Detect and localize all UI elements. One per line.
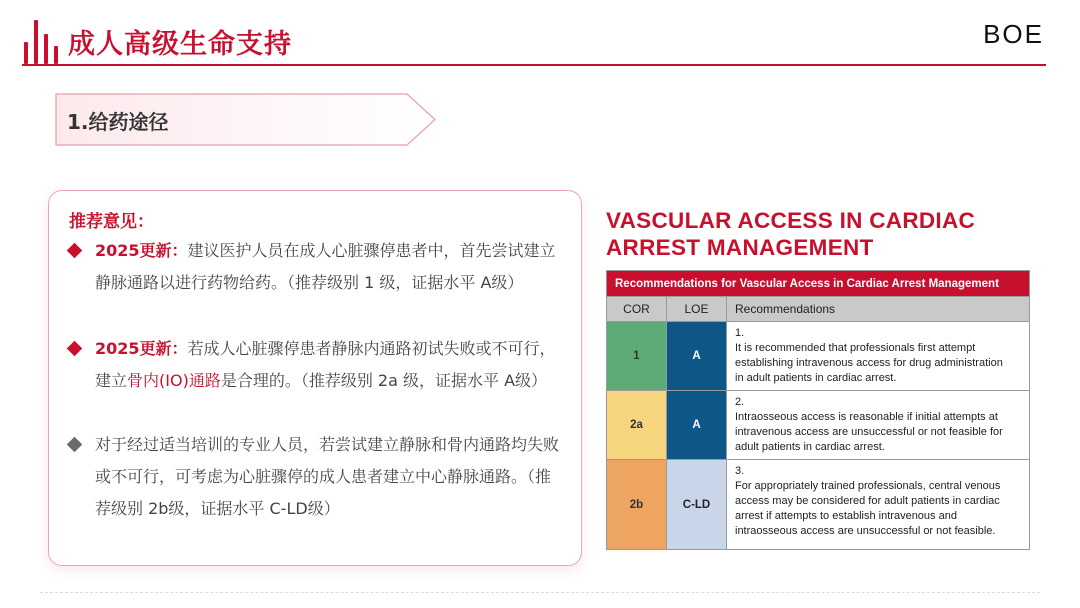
recommendation-text	[69, 235, 559, 299]
recommendation-text	[69, 333, 559, 397]
recommendation-text: 对于经过适当培训的专业人员，若尝试建立静脉和骨内通路均失败或不可行，可考虑为心脏骤停的成人患者建立中心静脉通路。（推荐级别 2b级，证据水平 C-LD级）	[95, 435, 560, 518]
title-bars-icon	[22, 18, 62, 64]
loe-cell: A	[667, 322, 727, 391]
table-row	[607, 391, 1030, 460]
cor-cell: 1	[607, 322, 667, 391]
update-tag: 2025更新：	[95, 241, 188, 260]
section-tag	[55, 93, 437, 146]
recommendation-item	[69, 333, 559, 397]
column-header-cor: COR	[607, 297, 667, 322]
recommendation-card	[48, 190, 582, 566]
footer-divider	[40, 592, 1040, 593]
recommendation-item	[69, 429, 559, 525]
header-divider	[22, 64, 1046, 66]
highlight-io-access: 骨内(IO)通路	[127, 371, 221, 390]
table-title: VASCULAR ACCESS IN CARDIAC ARREST MANAGEMENT	[606, 208, 976, 260]
recommendation-table	[606, 270, 1030, 550]
column-header-recommendations: Recommendations	[727, 297, 1030, 322]
row-number: 1.	[735, 327, 745, 339]
recommendation-cell	[727, 322, 1030, 391]
cor-cell: 2a	[607, 391, 667, 460]
row-number: 2.	[735, 396, 745, 408]
recommendation-body: 建议医护人员在成人心脏骤停患者中，首先尝试建立静脉通路以进行药物给药。（推荐级别 1 级，证据水平 A级）	[95, 241, 556, 292]
row-number: 3.	[735, 465, 745, 477]
page-title: 成人高级生命支持	[68, 29, 292, 60]
recommendation-body: 若成人心脏骤停患者静脉内通路初试失败或不可行，建立	[95, 339, 556, 390]
section-label: 1.给药途径	[67, 110, 169, 134]
table-row	[607, 322, 1030, 391]
recommendation-heading: 推荐意见：	[69, 212, 154, 232]
boe-logo: BOE	[983, 19, 1044, 49]
row-text: Intraosseous access is reasonable if initial attempts at intravenous access are unsuccessful or not feasible for adult patients in cardiac arrest.	[735, 411, 1003, 453]
recommendation-body-end: 是合理的。（推荐级别 2a 级，证据水平 A级）	[220, 371, 548, 390]
loe-cell: A	[667, 391, 727, 460]
column-header-loe: LOE	[667, 297, 727, 322]
recommendation-cell	[727, 460, 1030, 550]
loe-cell: C-LD	[667, 460, 727, 550]
update-tag: 2025更新：	[95, 339, 188, 358]
row-text: For appropriately trained professionals, central venous access may be considered for adult patients in cardiac arrest if attempts to establish intravenous and intraosseous access are unsuccessful or not feasible.	[735, 480, 1001, 537]
cor-cell: 2b	[607, 460, 667, 550]
row-text: It is recommended that professionals first attempt establishing intravenous access for drug administration in adult patients in cardiac arrest.	[735, 342, 1003, 384]
table-row	[607, 460, 1030, 550]
table-caption: Recommendations for Vascular Access in Cardiac Arrest Management	[607, 271, 1030, 297]
recommendation-cell	[727, 391, 1030, 460]
recommendation-item	[69, 235, 559, 299]
